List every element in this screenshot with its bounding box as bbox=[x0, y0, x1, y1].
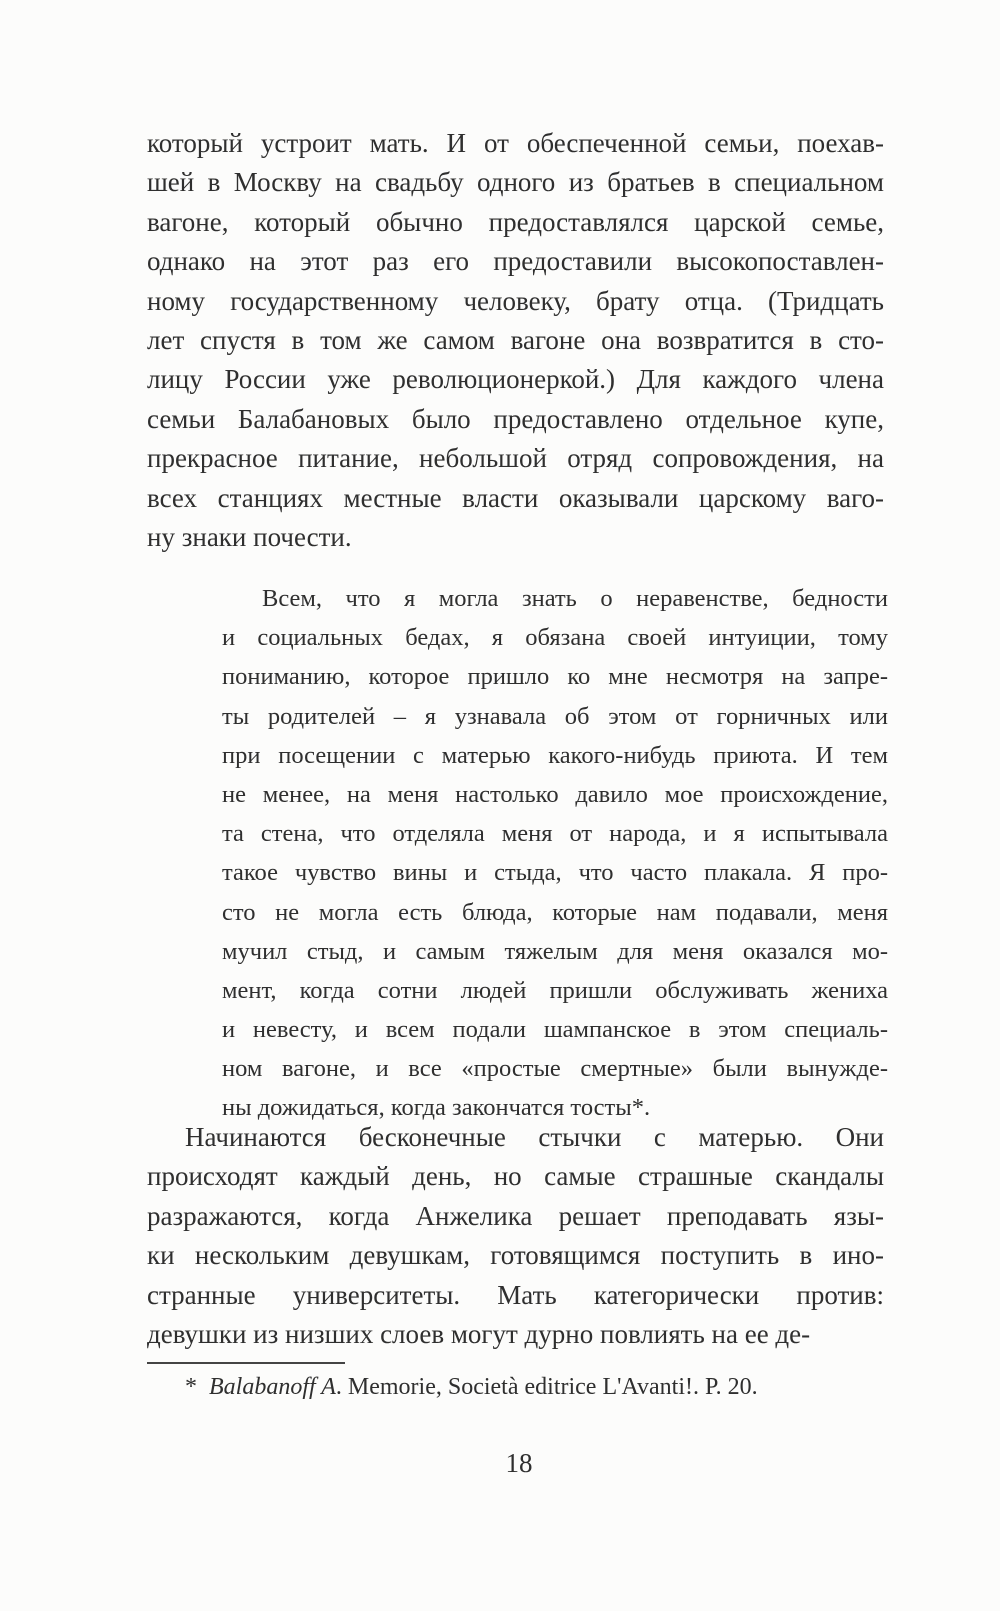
footnote-author: Balabanoff A bbox=[209, 1374, 336, 1400]
text-line: ны дожидаться, когда закончатся тосты*. bbox=[222, 1094, 651, 1122]
body-paragraph-1 bbox=[147, 124, 884, 557]
text-line: разражаются, когда Анжелика решает преподавать язы- bbox=[147, 1200, 884, 1231]
footnote-separator bbox=[147, 1362, 345, 1364]
text-line: вагоне, который обычно предоставлялся царской семье, bbox=[147, 206, 884, 237]
text-line: происходят каждый день, но самые страшные скандалы bbox=[147, 1161, 884, 1192]
text-line: всех станциях местные власти оказывали царскому ваго- bbox=[147, 482, 884, 513]
text-line: мент, когда сотни людей пришли обслуживать жениха bbox=[222, 976, 888, 1004]
text-line: который устроит мать. И от обеспеченной семьи, поехав- bbox=[147, 128, 884, 158]
text-line: мучил стыд, и самым тяжелым для меня оказался мо- bbox=[222, 937, 888, 965]
text-line: Всем, что я могла знать о неравенстве, бедности bbox=[262, 585, 888, 612]
text-line: ты родителей – я узнавала об этом от горничных или bbox=[222, 702, 888, 730]
text-line: лет спустя в том же самом вагоне она возвратится в сто- bbox=[147, 324, 884, 355]
text-line: ну знаки почести. bbox=[147, 521, 352, 552]
page-number: 18 bbox=[505, 1448, 533, 1478]
block-quote bbox=[222, 579, 888, 1128]
text-line: ки нескольким девушкам, готовящимся поступить в ино- bbox=[147, 1240, 884, 1271]
text-line: не менее, на меня настолько давило мое происхождение, bbox=[222, 780, 888, 808]
text-line: при посещении с матерью какого-нибудь приюта. И тем bbox=[222, 741, 888, 769]
text-line: Начинаются бесконечные стычки с матерью. Они bbox=[185, 1122, 884, 1152]
text-line: лицу России уже революционеркой.) Для каждого члена bbox=[147, 364, 884, 395]
footnote-citation: . Memorie, Società editrice L'Avanti!. P. 20. bbox=[335, 1374, 758, 1400]
footnote-marker: * bbox=[185, 1374, 197, 1400]
text-line: ном вагоне, и все «простые смертные» были вынужде- bbox=[222, 1055, 888, 1083]
text-line: однако на этот раз его предоставили высокопоставлен- bbox=[147, 246, 884, 277]
text-line: и невесту, и всем подали шампанское в этом специаль- bbox=[222, 1016, 888, 1044]
text-line: такое чувство вины и стыда, что часто плакала. Я про- bbox=[222, 859, 888, 887]
text-line: шей в Москву на свадьбу одного из братьев в специальном bbox=[147, 167, 884, 198]
text-line: и социальных бедах, я обязана своей интуиции, тому bbox=[222, 624, 888, 652]
body-paragraph-2 bbox=[147, 1118, 884, 1354]
text-line: та стена, что отделяла меня от народа, и я испытывала bbox=[222, 820, 888, 848]
text-line: прекрасное питание, небольшой отряд сопровождения, на bbox=[147, 443, 884, 474]
text-line: сто не могла есть блюда, которые нам подавали, меня bbox=[222, 898, 888, 926]
text-line: семьи Балабановых было предоставлено отдельное купе, bbox=[147, 403, 884, 434]
footnote bbox=[185, 1374, 758, 1401]
text-line: странные университеты. Мать категорически против: bbox=[147, 1279, 884, 1310]
text-line: пониманию, которое пришло ко мне несмотря на запре- bbox=[222, 663, 888, 691]
text-line: ному государственному человеку, брату отца. (Тридцать bbox=[147, 285, 884, 316]
text-line: девушки из низших слоев могут дурно повлиять на ее де- bbox=[147, 1318, 811, 1349]
